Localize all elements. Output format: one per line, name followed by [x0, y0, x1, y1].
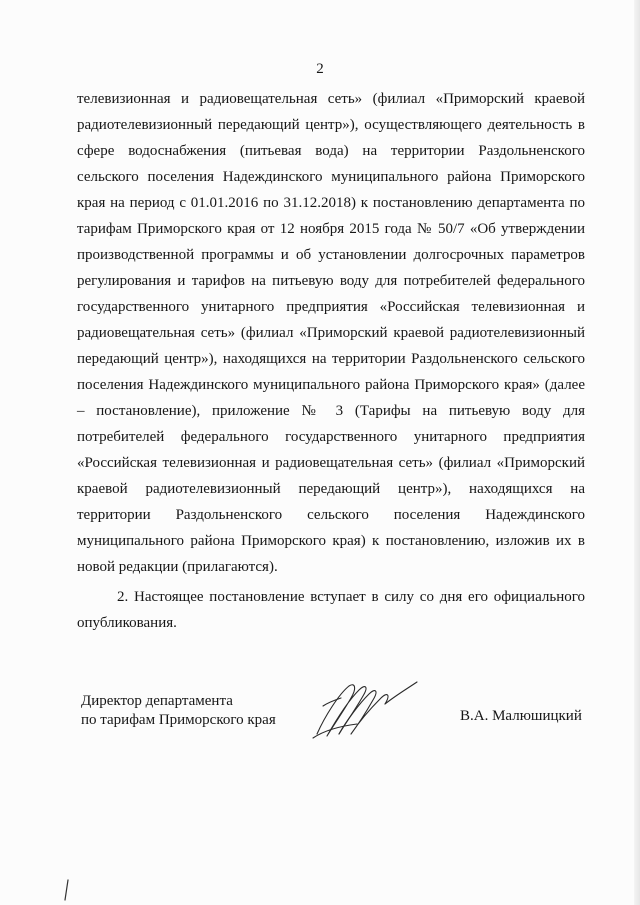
paragraph-1: телевизионная и радиовещательная сеть» (филиал «Приморский краевой радиотелевизионный передающий центр»), осуществляющего деятельность в сфере водоснабжения (питьевая вода) на территории Раздольненского сельского поселения Надеждинского муниципального района Приморского края на период с 01.01.2016 по 31.12.2018) к постановлению департамента по тарифам Приморского края от 12 ноября 2015 года № 50/7 «Об утверждении производственной программы и об установлении долгосрочных параметров регулирования и тарифов на питьевую воду для потребителей федерального государственного унитарного предприятия «Российская телевизионная и радиовещательная сеть» (филиал «Приморский краевой радиотелевизионный передающий центр»), находящихся на территории Раздольненского сельского поселения Надеждинского муниципального района Приморского края» (далее – постановление), приложение № 3 (Тарифы на питьевую воду для потребителей федерального государственного унитарного предприятия «Российская телевизионная и радиовещательная сеть» (филиал «Приморский краевой радиотелевизионный передающий центр»), находящихся на территории Раздольненского сельского поселения Надеждинского муниципального района Приморского края) к постановлению, изложив их в новой редакции (прилагаются).: [77, 91, 585, 575]
signatory-title-line-1: Директор департамента: [81, 693, 233, 709]
signatory-title-line-2: по тарифам Приморского края: [81, 712, 276, 728]
signatory-name: В.А. Малюшицкий: [460, 708, 582, 724]
document-body: [77, 86, 585, 636]
page-number: 2: [316, 61, 324, 77]
scan-edge-shadow: [634, 0, 640, 905]
handwritten-signature: [305, 676, 425, 746]
scan-mark: [62, 878, 72, 902]
signatory-title: [81, 692, 276, 730]
paragraph-2: 2. Настоящее постановление вступает в силу со дня его официального опубликования.: [77, 589, 585, 631]
